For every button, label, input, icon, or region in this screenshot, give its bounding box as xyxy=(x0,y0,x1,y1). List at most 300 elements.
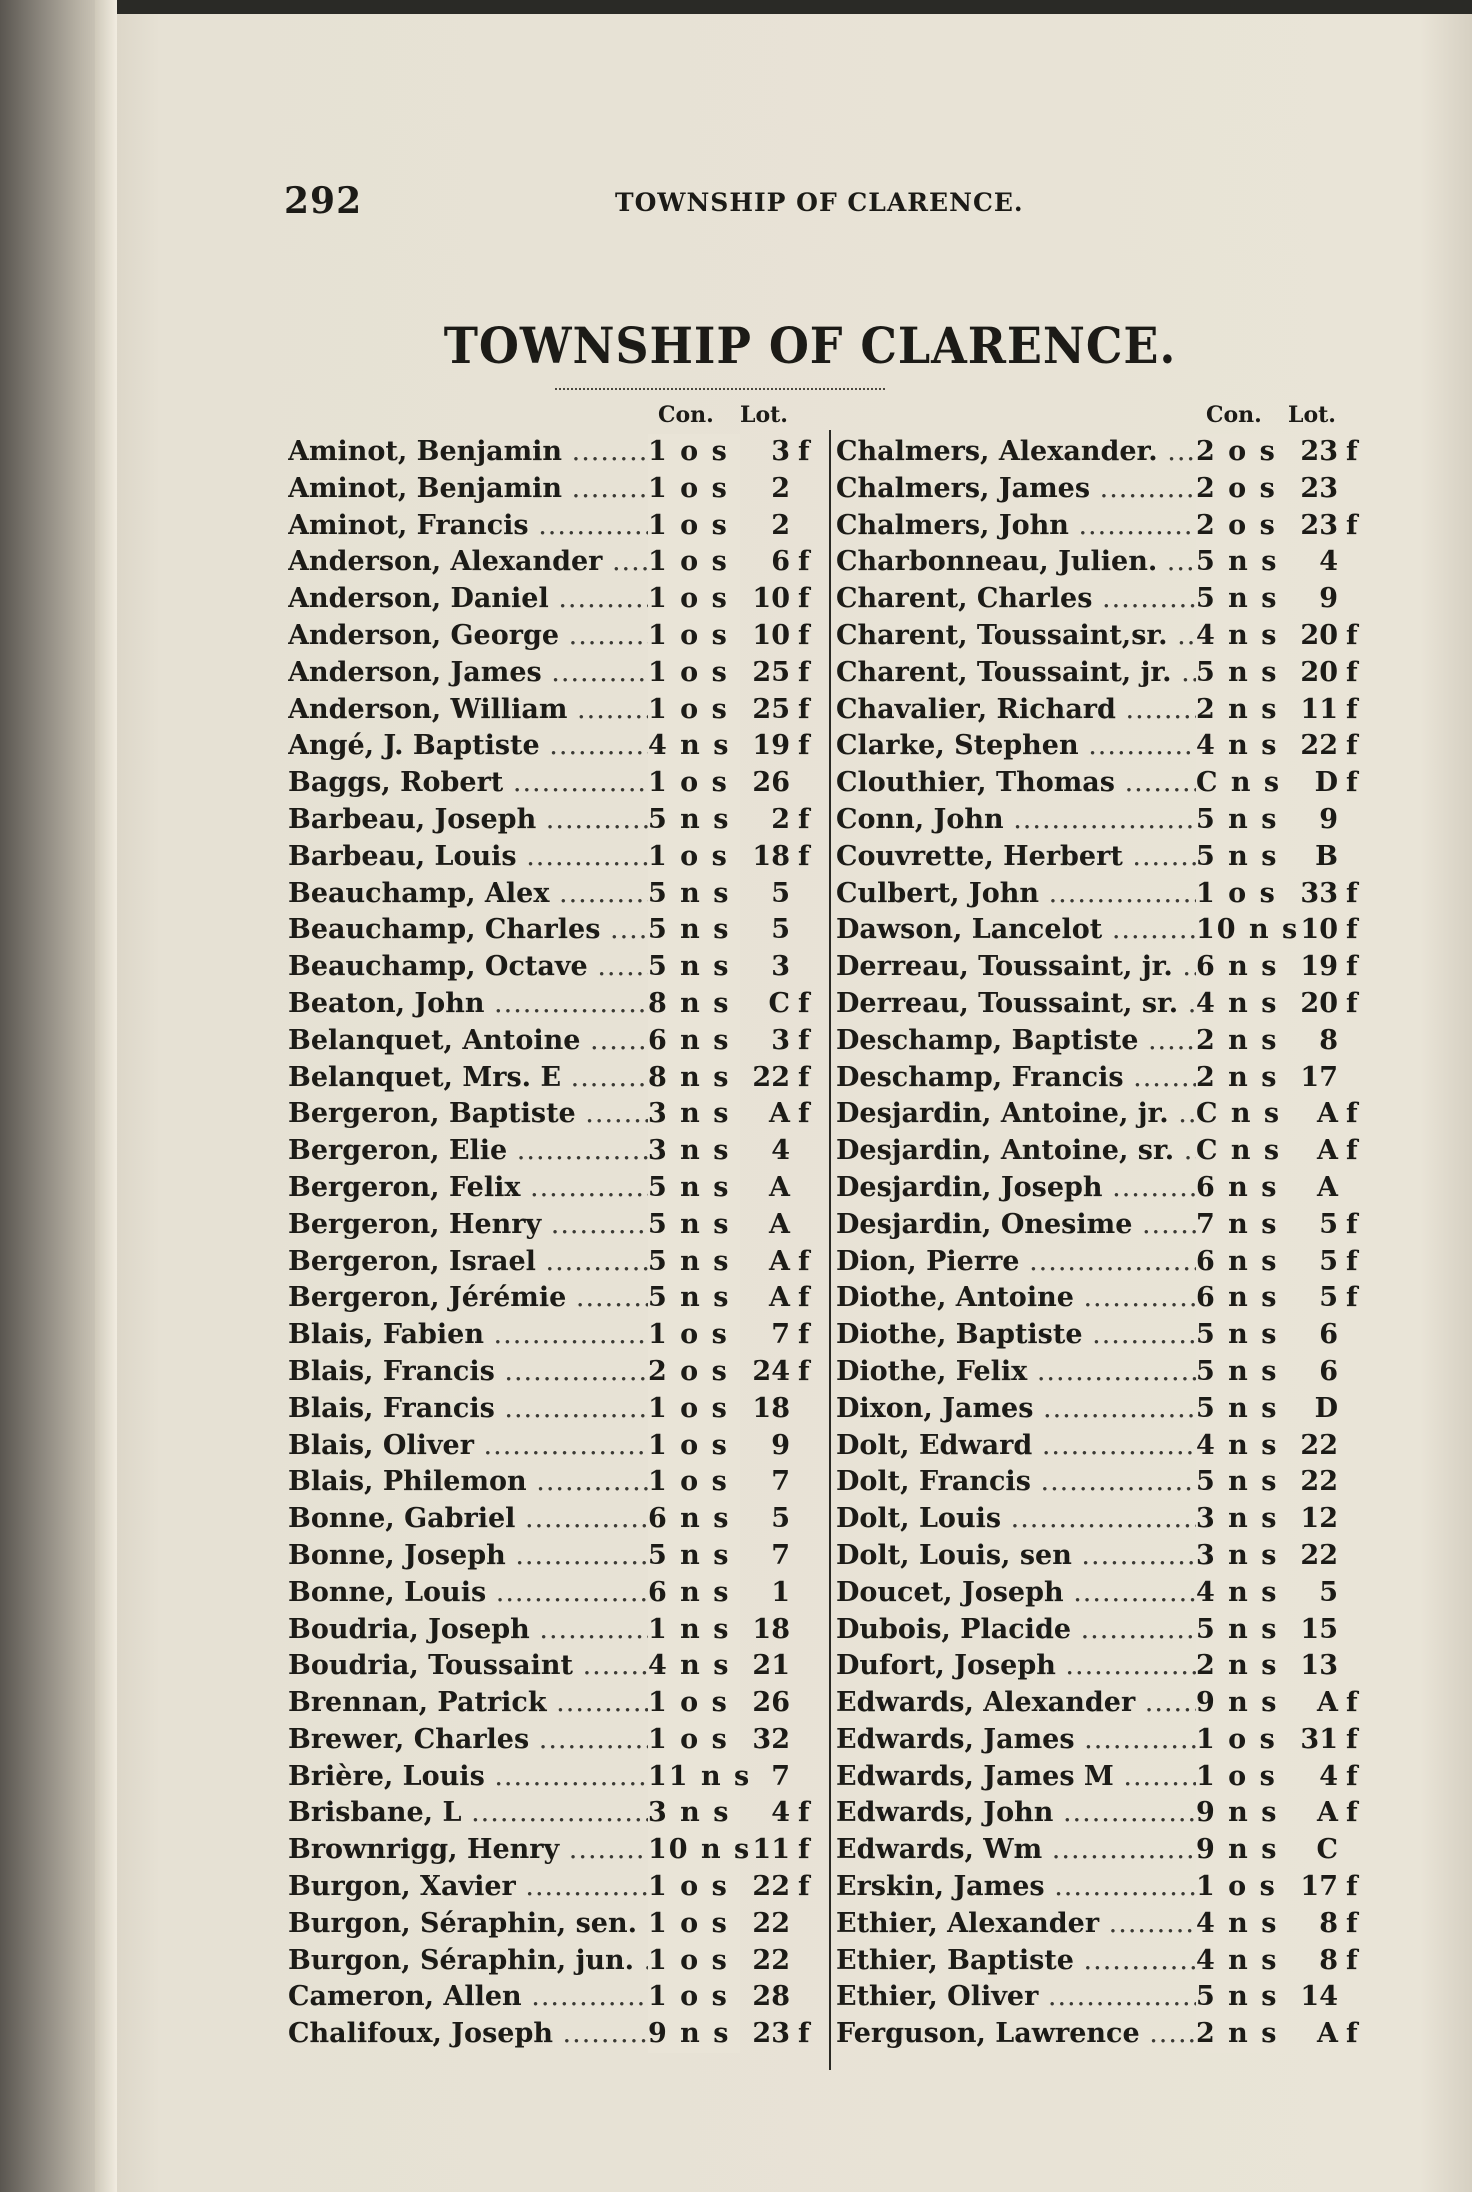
list-item xyxy=(288,1685,828,1722)
entry-flag: f xyxy=(1346,951,1358,983)
list-item xyxy=(288,912,828,949)
running-title: TOWNSHIP OF CLARENCE. xyxy=(615,188,1024,217)
entry-concession: 5 n s xyxy=(648,1244,740,1281)
entry-concession: 1 o s xyxy=(648,1979,740,2016)
entry-flag: f xyxy=(798,583,810,615)
list-item xyxy=(288,1759,828,1796)
entry-concession: 5 n s xyxy=(1196,655,1288,692)
entry-name: Angé, J. Baptiste ..... xyxy=(288,728,648,765)
entry-name: Desjardin, Antoine, jr. ..... xyxy=(836,1096,1196,1133)
entry-name: Diothe, Baptiste ..... xyxy=(836,1317,1196,1354)
entry-flag: f xyxy=(1346,1245,1358,1277)
entry-name: Bonne, Louis ..... xyxy=(288,1575,648,1612)
entry-concession: 1 o s xyxy=(648,1428,740,1465)
list-item xyxy=(288,1575,828,1612)
entry-concession: 1 n s xyxy=(648,1612,740,1649)
list-item xyxy=(836,1428,1376,1465)
entry-lot: 19 xyxy=(1300,951,1338,983)
entry-concession: 1 o s xyxy=(648,1685,740,1722)
entry-concession: 11 n s xyxy=(648,1759,740,1796)
entry-flag: f xyxy=(798,1061,810,1093)
entry-concession: 9 n s xyxy=(1196,1685,1288,1722)
entry-name: Edwards, James ..... xyxy=(836,1722,1196,1759)
page-title: TOWNSHIP OF CLARENCE. xyxy=(443,316,1177,375)
list-item xyxy=(836,2016,1376,2053)
entry-concession: 1 o s xyxy=(648,581,740,618)
list-item xyxy=(836,839,1376,876)
entry-name: Deschamp, Francis ..... xyxy=(836,1060,1196,1097)
entry-name: Dolt, Francis ..... xyxy=(836,1464,1196,1501)
entry-concession: 4 n s xyxy=(1196,1428,1288,1465)
entry-name: Barbeau, Louis ..... xyxy=(288,839,648,876)
entry-concession: 6 n s xyxy=(648,1575,740,1612)
entry-lot: 5 xyxy=(1319,1208,1338,1240)
list-item xyxy=(288,1391,828,1428)
entry-concession: 3 n s xyxy=(648,1795,740,1832)
entry-name: Derreau, Toussaint, jr. ..... xyxy=(836,949,1196,986)
entry-lot: A xyxy=(769,1098,790,1130)
entry-concession: 4 n s xyxy=(1196,728,1288,765)
entry-name: Anderson, Daniel ..... xyxy=(288,581,648,618)
list-item xyxy=(836,1759,1376,1796)
entry-lot: 18 xyxy=(752,1613,790,1645)
entry-lot: 32 xyxy=(752,1723,790,1755)
entry-name: Desjardin, Antoine, sr. ..... xyxy=(836,1133,1196,1170)
entry-flag: f xyxy=(1346,1208,1358,1240)
entry-lot: 2 xyxy=(771,472,790,504)
list-item xyxy=(836,1464,1376,1501)
entry-concession: 4 n s xyxy=(648,728,740,765)
list-item xyxy=(836,508,1376,545)
entry-lot: A xyxy=(769,1282,790,1314)
list-item xyxy=(836,618,1376,655)
entry-flag: f xyxy=(798,1098,810,1130)
list-item xyxy=(288,1207,828,1244)
entry-name: Ferguson, Lawrence ..... xyxy=(836,2016,1196,2053)
entry-name: Conn, John ..... xyxy=(836,802,1196,839)
list-item xyxy=(288,1538,828,1575)
entry-lot: 10 xyxy=(752,583,790,615)
entry-concession: 1 o s xyxy=(648,765,740,802)
entry-lot: 9 xyxy=(1319,803,1338,835)
entry-lot: 26 xyxy=(752,1687,790,1719)
entry-lot: 24 xyxy=(752,1355,790,1387)
entry-lot: D xyxy=(1314,1392,1338,1424)
entry-name: Edwards, Wm ..... xyxy=(836,1832,1196,1869)
entry-concession: 4 n s xyxy=(1196,1575,1288,1612)
entry-name: Burgon, Séraphin, sen. ..... xyxy=(288,1906,648,1943)
entry-flag: f xyxy=(798,2018,810,2050)
entry-flag: f xyxy=(798,693,810,725)
entry-name: Desjardin, Onesime ..... xyxy=(836,1207,1196,1244)
entry-lot: 13 xyxy=(1300,1650,1338,1682)
entry-concession: 6 n s xyxy=(1196,949,1288,986)
entry-name: Charent, Charles ..... xyxy=(836,581,1196,618)
entry-name: Clouthier, Thomas ..... xyxy=(836,765,1196,802)
entry-flag: f xyxy=(1346,436,1358,467)
entry-concession: 1 o s xyxy=(648,618,740,655)
list-item xyxy=(288,728,828,765)
entry-concession: 2 n s xyxy=(1196,1023,1288,1060)
entry-name: Brennan, Patrick ..... xyxy=(288,1685,648,1722)
entry-name: Belanquet, Antoine ..... xyxy=(288,1023,648,1060)
list-item xyxy=(288,1869,828,1906)
entry-flag: f xyxy=(1346,656,1358,688)
entry-lot: 22 xyxy=(1300,730,1338,762)
entry-concession: 6 n s xyxy=(648,1023,740,1060)
entry-lot: 10 xyxy=(1300,914,1338,946)
entry-name: Culbert, John ..... xyxy=(836,876,1196,913)
entry-lot: 3 xyxy=(771,951,790,983)
entry-concession: 5 n s xyxy=(648,1170,740,1207)
entry-lot: 8 xyxy=(1319,1024,1338,1056)
list-item xyxy=(836,581,1376,618)
entry-name: Blais, Francis ..... xyxy=(288,1354,648,1391)
entry-concession: 5 n s xyxy=(1196,802,1288,839)
entry-flag: f xyxy=(1346,1687,1358,1719)
entry-name: Couvrette, Herbert ..... xyxy=(836,839,1196,876)
entry-flag: f xyxy=(798,546,810,578)
entry-concession: 1 o s xyxy=(648,692,740,729)
entry-name: Dolt, Louis, sen ..... xyxy=(836,1538,1196,1575)
right-entry-list xyxy=(836,434,1376,2053)
list-item xyxy=(288,2016,828,2053)
entry-flag: f xyxy=(798,1797,810,1829)
entry-concession: 3 n s xyxy=(1196,1538,1288,1575)
list-item xyxy=(288,1354,828,1391)
entry-concession: 5 n s xyxy=(1196,1391,1288,1428)
entry-flag: f xyxy=(798,1245,810,1277)
entry-lot: 8 xyxy=(1319,1944,1338,1976)
right-column xyxy=(836,398,1376,2053)
entry-name: Chalmers, John ..... xyxy=(836,508,1196,545)
entry-lot: 23 xyxy=(1300,436,1338,467)
list-item xyxy=(288,1979,828,2016)
entry-concession: 5 n s xyxy=(1196,581,1288,618)
entry-lot: 25 xyxy=(752,693,790,725)
entry-name: Blais, Oliver ..... xyxy=(288,1428,648,1465)
entry-flag: f xyxy=(1346,1797,1358,1829)
entry-lot: 6 xyxy=(1319,1319,1338,1351)
entry-concession: 6 n s xyxy=(1196,1280,1288,1317)
entry-name: Burgon, Séraphin, jun. ..... xyxy=(288,1943,648,1980)
entry-concession: 4 n s xyxy=(1196,1906,1288,1943)
list-item xyxy=(836,1244,1376,1281)
entry-concession: 2 n s xyxy=(1196,692,1288,729)
entry-flag: f xyxy=(1346,1098,1358,1130)
entry-name: Blais, Philemon ..... xyxy=(288,1464,648,1501)
entry-lot: 22 xyxy=(1300,1539,1338,1571)
list-item xyxy=(836,544,1376,581)
entry-concession: 6 n s xyxy=(648,1501,740,1538)
entry-concession: 1 o s xyxy=(648,1317,740,1354)
entry-name: Dixon, James ..... xyxy=(836,1391,1196,1428)
entry-name: Charent, Toussaint, jr. ..... xyxy=(836,655,1196,692)
entry-lot: 18 xyxy=(752,1392,790,1424)
list-item xyxy=(836,1722,1376,1759)
entry-concession: 3 n s xyxy=(648,1096,740,1133)
entry-flag: f xyxy=(798,730,810,762)
entry-lot: 9 xyxy=(1319,583,1338,615)
entry-flag: f xyxy=(1346,730,1358,762)
entry-concession: 1 o s xyxy=(648,544,740,581)
entry-flag: f xyxy=(1346,877,1358,909)
entry-concession: 2 o s xyxy=(1196,434,1288,471)
entry-lot: 22 xyxy=(752,1061,790,1093)
entry-flag: f xyxy=(798,1282,810,1314)
entry-concession: 10 n s xyxy=(648,1832,740,1869)
entry-name: Beauchamp, Octave ..... xyxy=(288,949,648,986)
entry-lot: 31 xyxy=(1300,1723,1338,1755)
entry-concession: 5 n s xyxy=(648,1207,740,1244)
list-item xyxy=(288,1060,828,1097)
list-item xyxy=(836,1685,1376,1722)
list-item xyxy=(288,1133,828,1170)
entry-name: Chalmers, Alexander. ..... xyxy=(836,434,1196,471)
list-item xyxy=(836,1538,1376,1575)
list-item xyxy=(288,765,828,802)
entry-name: Aminot, Benjamin ..... xyxy=(288,471,648,508)
list-item xyxy=(836,1906,1376,1943)
entry-name: Beaton, John ..... xyxy=(288,986,648,1023)
list-item xyxy=(288,839,828,876)
list-item xyxy=(288,1428,828,1465)
entry-concession: 5 n s xyxy=(1196,1354,1288,1391)
entry-concession: 8 n s xyxy=(648,986,740,1023)
list-item xyxy=(288,1906,828,1943)
entry-lot: 22 xyxy=(752,1944,790,1976)
entry-name: Dawson, Lancelot ..... xyxy=(836,912,1196,949)
entry-concession: 5 n s xyxy=(1196,839,1288,876)
list-item xyxy=(836,912,1376,949)
entry-flag: f xyxy=(1346,1871,1358,1903)
list-item xyxy=(288,1832,828,1869)
entry-name: Ethier, Oliver ..... xyxy=(836,1979,1196,2016)
entry-lot: 5 xyxy=(771,914,790,946)
con-header: Con. xyxy=(1206,402,1262,428)
entry-lot: 15 xyxy=(1300,1613,1338,1645)
entry-flag: f xyxy=(1346,1135,1358,1167)
entry-lot: 5 xyxy=(771,1503,790,1535)
entry-concession: 10 n s xyxy=(1196,912,1288,949)
entry-concession: 6 n s xyxy=(1196,1244,1288,1281)
entry-flag: f xyxy=(798,1355,810,1387)
list-item xyxy=(288,949,828,986)
entry-lot: 33 xyxy=(1300,877,1338,909)
entry-lot: 22 xyxy=(752,1871,790,1903)
entry-lot: 23 xyxy=(1300,472,1338,504)
entry-concession: 9 n s xyxy=(1196,1795,1288,1832)
entry-lot: 20 xyxy=(1300,619,1338,651)
entry-name: Deschamp, Baptiste ..... xyxy=(836,1023,1196,1060)
entry-concession: 7 n s xyxy=(1196,1207,1288,1244)
entry-name: Anderson, William ..... xyxy=(288,692,648,729)
entry-lot: 17 xyxy=(1300,1871,1338,1903)
entry-lot: 4 xyxy=(771,1135,790,1167)
entry-flag: f xyxy=(798,436,810,467)
entry-name: Barbeau, Joseph ..... xyxy=(288,802,648,839)
list-item xyxy=(836,655,1376,692)
list-item xyxy=(288,1501,828,1538)
entry-name: Edwards, James M ..... xyxy=(836,1759,1196,1796)
entry-name: Cameron, Allen ..... xyxy=(288,1979,648,2016)
entry-name: Charent, Toussaint,sr. ..... xyxy=(836,618,1196,655)
entry-name: Brewer, Charles ..... xyxy=(288,1722,648,1759)
entry-lot: 6 xyxy=(771,546,790,578)
entry-lot: 11 xyxy=(752,1834,790,1866)
entry-lot: A xyxy=(769,1171,790,1203)
entry-lot: A xyxy=(1317,1135,1338,1167)
entry-lot: 3 xyxy=(771,436,790,467)
list-item xyxy=(836,1869,1376,1906)
left-entry-list xyxy=(288,434,828,2053)
list-item xyxy=(288,1795,828,1832)
entry-lot: 4 xyxy=(1319,1760,1338,1792)
entry-lot: A xyxy=(1317,1797,1338,1829)
entry-flag: f xyxy=(798,656,810,688)
entry-concession: 1 o s xyxy=(648,508,740,545)
entry-name: Chalmers, James ..... xyxy=(836,471,1196,508)
list-item xyxy=(836,1280,1376,1317)
list-item xyxy=(836,1648,1376,1685)
list-item xyxy=(836,1612,1376,1649)
entry-lot: A xyxy=(1317,1171,1338,1203)
entry-concession: 1 o s xyxy=(648,1391,740,1428)
entry-lot: 21 xyxy=(752,1650,790,1682)
entry-concession: 6 n s xyxy=(1196,1170,1288,1207)
entry-concession: 5 n s xyxy=(1196,1612,1288,1649)
entry-flag: f xyxy=(1346,509,1358,541)
entry-concession: 1 o s xyxy=(648,1722,740,1759)
entry-name: Beauchamp, Alex ..... xyxy=(288,876,648,913)
list-item xyxy=(836,692,1376,729)
entry-flag: f xyxy=(1346,1760,1358,1792)
entry-name: Ethier, Alexander ..... xyxy=(836,1906,1196,1943)
entry-lot: C xyxy=(1316,1834,1338,1866)
entry-name: Erskin, James ..... xyxy=(836,1869,1196,1906)
entry-concession: 1 o s xyxy=(648,1906,740,1943)
entry-concession: 4 n s xyxy=(1196,618,1288,655)
entry-concession: 1 o s xyxy=(648,1464,740,1501)
entry-lot: 5 xyxy=(771,877,790,909)
entry-lot: 11 xyxy=(1300,693,1338,725)
entry-concession: 2 n s xyxy=(1196,1648,1288,1685)
list-item xyxy=(836,1391,1376,1428)
list-item xyxy=(288,544,828,581)
entry-lot: A xyxy=(769,1208,790,1240)
entry-lot: 3 xyxy=(771,1024,790,1056)
list-item xyxy=(288,1244,828,1281)
entry-name: Aminot, Francis ..... xyxy=(288,508,648,545)
entry-lot: 26 xyxy=(752,767,790,799)
entry-concession: 1 o s xyxy=(1196,1722,1288,1759)
list-item xyxy=(288,1943,828,1980)
entry-lot: 10 xyxy=(752,619,790,651)
list-item xyxy=(836,765,1376,802)
entry-flag: f xyxy=(798,803,810,835)
entry-flag: f xyxy=(1346,987,1358,1019)
entry-flag: f xyxy=(798,1319,810,1351)
entry-lot: C xyxy=(768,987,790,1019)
entry-name: Derreau, Toussaint, sr. ..... xyxy=(836,986,1196,1023)
entry-name: Boudria, Joseph ..... xyxy=(288,1612,648,1649)
list-item xyxy=(836,1096,1376,1133)
list-item xyxy=(288,655,828,692)
entry-name: Bergeron, Henry ..... xyxy=(288,1207,648,1244)
entry-concession: 5 n s xyxy=(648,1538,740,1575)
entry-name: Brisbane, L ..... xyxy=(288,1795,648,1832)
entry-flag: f xyxy=(1346,1723,1358,1755)
entry-concession: 3 n s xyxy=(648,1133,740,1170)
con-header: Con. xyxy=(658,402,714,428)
list-item xyxy=(288,1722,828,1759)
entry-lot: B xyxy=(1315,840,1338,872)
entry-concession: 1 o s xyxy=(648,471,740,508)
list-item xyxy=(836,1023,1376,1060)
list-item xyxy=(836,1832,1376,1869)
entry-lot: 2 xyxy=(771,803,790,835)
page-number: 292 xyxy=(284,180,363,222)
entry-concession: 5 n s xyxy=(648,949,740,986)
list-item xyxy=(836,1795,1376,1832)
entry-name: Blais, Fabien ..... xyxy=(288,1317,648,1354)
entry-lot: A xyxy=(1317,2018,1338,2050)
list-item xyxy=(288,1648,828,1685)
entry-lot: 6 xyxy=(1319,1355,1338,1387)
entry-lot: 7 xyxy=(771,1466,790,1498)
entry-name: Bonne, Gabriel ..... xyxy=(288,1501,648,1538)
lot-header: Lot. xyxy=(1288,402,1336,428)
list-item xyxy=(836,1943,1376,1980)
entry-flag: f xyxy=(1346,1907,1358,1939)
entry-name: Anderson, James ..... xyxy=(288,655,648,692)
column-divider xyxy=(829,430,831,2070)
entry-lot: 22 xyxy=(752,1907,790,1939)
list-item xyxy=(288,618,828,655)
entry-concession: 1 o s xyxy=(648,655,740,692)
entry-name: Edwards, John ..... xyxy=(836,1795,1196,1832)
entry-flag: f xyxy=(1346,2018,1358,2050)
list-item xyxy=(836,876,1376,913)
entry-concession: 5 n s xyxy=(648,912,740,949)
entry-name: Bergeron, Jérémie ..... xyxy=(288,1280,648,1317)
entry-lot: 7 xyxy=(771,1319,790,1351)
entry-name: Bergeron, Felix ..... xyxy=(288,1170,648,1207)
entry-concession: 2 n s xyxy=(1196,1060,1288,1097)
list-item xyxy=(836,1060,1376,1097)
entry-name: Bonne, Joseph ..... xyxy=(288,1538,648,1575)
list-item xyxy=(836,1354,1376,1391)
entry-concession: 9 n s xyxy=(648,2016,740,2053)
entry-concession: 2 o s xyxy=(648,1354,740,1391)
entry-concession: 1 o s xyxy=(648,839,740,876)
entry-lot: 19 xyxy=(752,730,790,762)
entry-lot: 23 xyxy=(1300,509,1338,541)
list-item xyxy=(836,949,1376,986)
entry-name: Chavalier, Richard ..... xyxy=(836,692,1196,729)
entry-name: Ethier, Baptiste ..... xyxy=(836,1943,1196,1980)
entry-lot: 14 xyxy=(1300,1981,1338,2013)
list-item xyxy=(836,802,1376,839)
list-item xyxy=(288,1023,828,1060)
entry-concession: 4 n s xyxy=(1196,1943,1288,1980)
entry-lot: D xyxy=(1314,767,1338,799)
entry-concession: 1 o s xyxy=(648,1869,740,1906)
entry-name: Aminot, Benjamin ..... xyxy=(288,434,648,471)
entry-name: Chalifoux, Joseph ..... xyxy=(288,2016,648,2053)
list-item xyxy=(836,434,1376,471)
entry-name: Belanquet, Mrs. E ..... xyxy=(288,1060,648,1097)
